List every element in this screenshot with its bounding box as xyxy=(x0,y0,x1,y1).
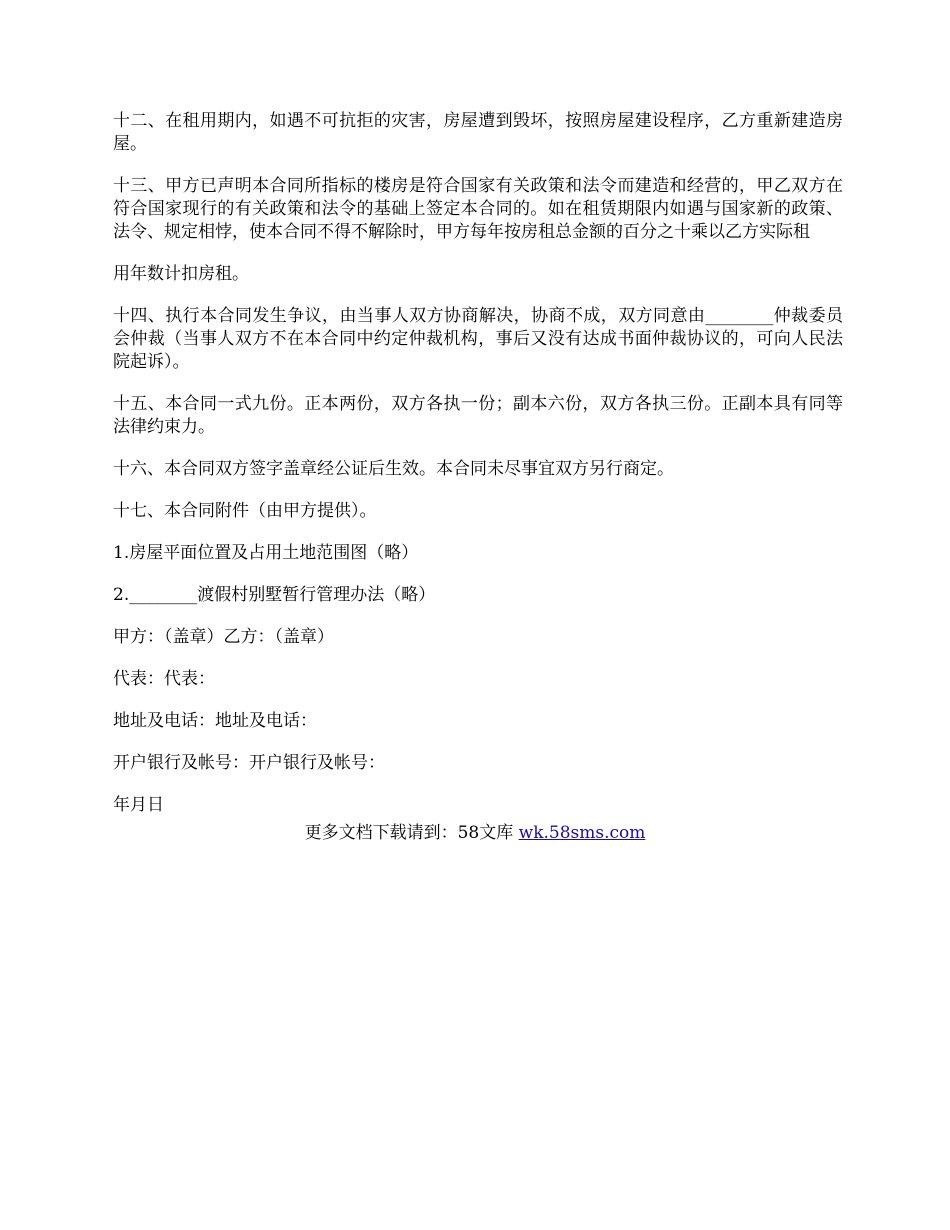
clause-17: 十七、本合同附件（由甲方提供）。 xyxy=(113,501,377,521)
attachment-2: 2.________渡假村别墅暂行管理办法（略） xyxy=(113,585,436,605)
bank-account-line: 开户银行及帐号：开户银行及帐号： xyxy=(113,753,385,773)
footer-text: 更多文档下载请到：58文库 xyxy=(304,823,519,843)
date-line: 年月日 xyxy=(113,795,164,815)
address-phone-line: 地址及电话：地址及电话： xyxy=(113,711,317,731)
clause-16: 十六、本合同双方签字盖章经公证后生效。本合同未尽事宜双方另行商定。 xyxy=(113,459,674,479)
download-footer xyxy=(0,822,950,845)
footer-link[interactable]: wk.58sms.com xyxy=(518,823,646,843)
document-body xyxy=(113,110,843,836)
clause-12: 十二、在租用期内，如遇不可抗拒的灾害，房屋遭到毁坏，按照房屋建设程序，乙方重新建造房屋。 xyxy=(113,111,843,154)
signature-party-line: 甲方：（盖章）乙方：（盖章） xyxy=(113,627,334,647)
clause-15: 十五、本合同一式九份。正本两份，双方各执一份；副本六份，双方各执三份。正副本具有同等法律约束力。 xyxy=(113,394,843,437)
clause-13-continued: 用年数计扣房租。 xyxy=(113,264,249,284)
representative-line: 代表：代表： xyxy=(113,669,215,689)
clause-14: 十四、执行本合同发生争议，由当事人双方协商解决，协商不成，双方同意由________仲裁委员会仲裁（当事人双方不在本合同中约定仲裁机构，事后又没有达成书面仲裁协议的，可向人民法院起诉）。 xyxy=(113,306,843,372)
attachment-1: 1.房屋平面位置及占用土地范围图（略） xyxy=(113,543,419,563)
clause-13: 十三、甲方已声明本合同所指标的楼房是符合国家有关政策和法令而建造和经营的，甲乙双方在符合国家现行的有关政策和法令的基础上签定本合同的。如在租赁期限内如遇与国家新的政策、法令、规定相悖，使本合同不得不解除时，甲方每年按房租总金额的百分之十乘以乙方实际租 xyxy=(113,176,843,242)
